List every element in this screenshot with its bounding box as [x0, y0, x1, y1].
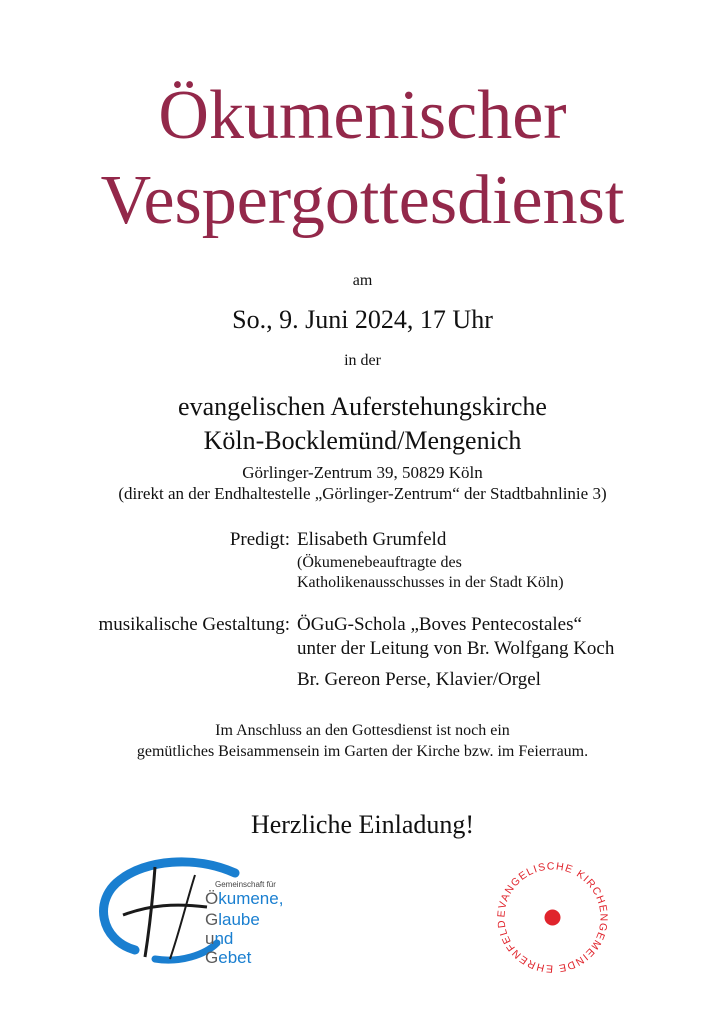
music-label: musikalische Gestaltung: [98, 614, 290, 635]
music-line-2: unter der Leitung von Br. Wolfgang Koch [297, 638, 615, 659]
title-line-2: Vespergottesdienst [100, 162, 625, 239]
in-der-label: in der [344, 352, 381, 369]
church-line-1: evangelischen Auferstehungskirche [178, 392, 547, 421]
music-line-3: Br. Gereon Perse, Klavier/Orgel [297, 669, 541, 690]
oegug-head: Gemeinschaft für [215, 880, 276, 889]
oegug-line-3: und [205, 929, 234, 948]
event-datetime: So., 9. Juni 2024, 17 Uhr [232, 305, 493, 334]
am-label: am [352, 272, 373, 289]
seal-dot [545, 910, 561, 926]
church-address-note: (direkt an der Endhaltestelle „Görlinger-Zentrum“ der Stadtbahnlinie 3) [118, 484, 607, 503]
church-address: Görlinger-Zentrum 39, 50829 Köln [242, 463, 483, 482]
oegug-line-4: Gebet [205, 948, 252, 967]
sermon-label: Predigt: [229, 529, 290, 550]
title-line-1: Ökumenischer [158, 77, 567, 154]
seal-text: EVANGELISCHE KIRCHENGEMEINDE EHRENFELD [495, 860, 610, 975]
sermon-name: Elisabeth Grumfeld [297, 529, 447, 550]
music-line-1: ÖGuG-Schola „Boves Pentecostales“ [297, 614, 582, 635]
church-line-2: Köln-Bocklemünd/Mengenich [203, 426, 522, 455]
ehrenfeld-seal [490, 855, 615, 980]
sermon-role-1: (Ökumenebeauftragte des [297, 554, 462, 571]
oegug-line-2: Glaube [205, 910, 260, 929]
after-line-1: Im Anschluss an den Gottesdienst ist noch ein [215, 722, 510, 739]
invitation: Herzliche Einladung! [250, 810, 475, 839]
after-line-2: gemütliches Beisammensein im Garten der Kirche bzw. im Feierraum. [136, 743, 589, 760]
oegug-line-1: Ökumene, [205, 889, 284, 908]
oegug-logo [95, 855, 295, 965]
sermon-role-2: Katholikenausschusses in der Stadt Köln) [297, 574, 564, 591]
